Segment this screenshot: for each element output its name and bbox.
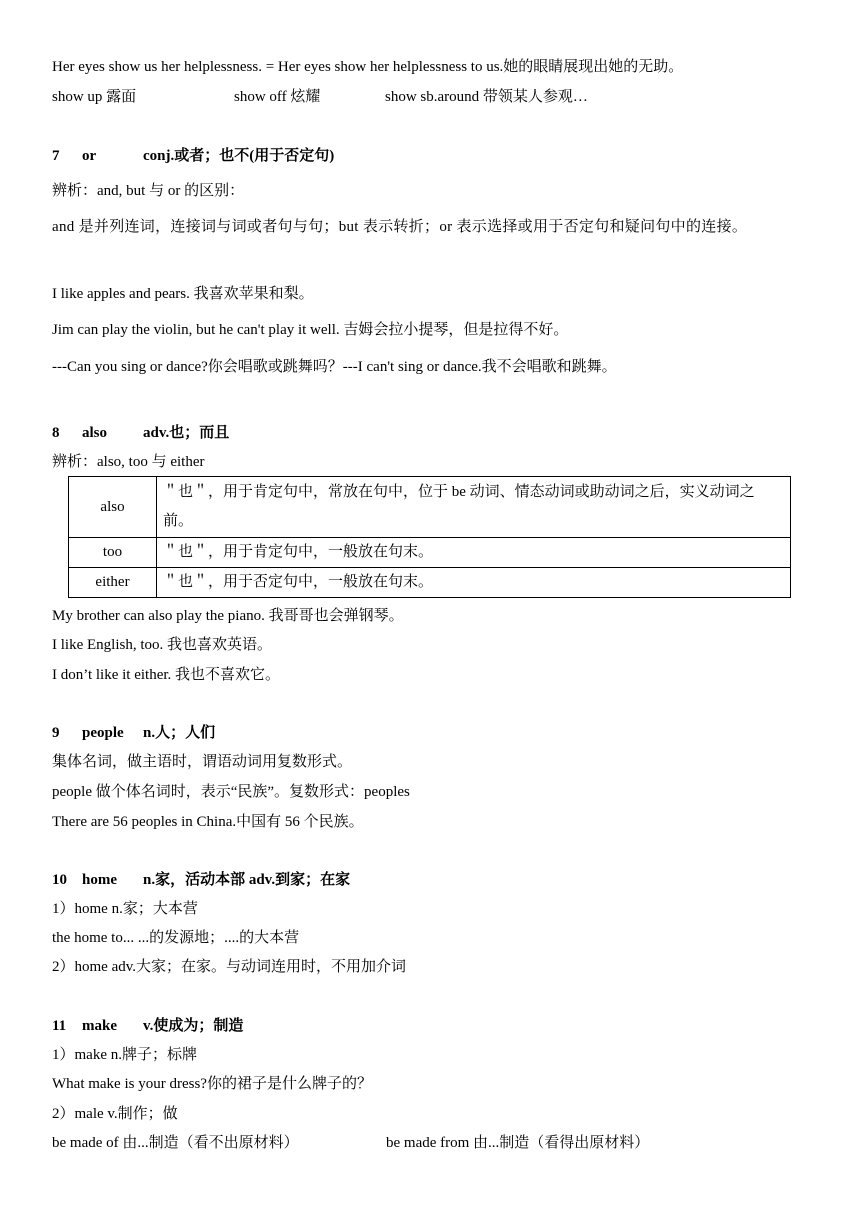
phrase: show off 炫耀 (234, 89, 321, 105)
entry-word: home (82, 872, 117, 888)
phrase: be made of 由...制造（看不出原材料） (52, 1135, 299, 1151)
entry-heading-also (52, 423, 229, 443)
table-cell-term: too (69, 538, 157, 568)
entry-heading-people (52, 723, 215, 743)
table-row (69, 477, 791, 538)
note-line: the home to... ...的发源地；....的大本营 (52, 930, 300, 946)
entry-number: 10 (52, 872, 67, 888)
entry-word: people (82, 725, 124, 741)
note-line: 2）home adv.大家；在家。与动词连用时，不用加介词 (52, 959, 407, 975)
table-cell-usage: ＂也＂，用于肯定句中，一般放在句末。 (157, 538, 791, 568)
table-row (69, 568, 791, 598)
phrase-line (52, 1133, 649, 1153)
entry-heading-make (52, 1016, 243, 1036)
comparison-table (68, 476, 791, 598)
entry-word: make (82, 1018, 117, 1034)
example-sentence: My brother can also play the piano. 我哥哥也会弹钢琴。 (52, 608, 404, 624)
example-sentence: Her eyes show us her helplessness. = Her eyes show her helplessness to us.她的眼睛展现出她的无助。 (52, 59, 684, 75)
entry-heading-or (52, 146, 334, 166)
table-cell-usage: ＂也＂，用于否定句中，一般放在句末。 (157, 568, 791, 598)
entry-definition: conj.或者；也不(用于否定句) (143, 148, 335, 164)
table-cell-term: either (69, 568, 157, 598)
table-row (69, 538, 791, 568)
example-sentence: I like English, too. 我也喜欢英语。 (52, 637, 272, 653)
entry-heading-home (52, 870, 350, 890)
entry-number: 9 (52, 725, 60, 741)
note-line: 集体名词，做主语时，谓语动词用复数形式。 (52, 754, 353, 770)
phrase: show up 露面 (52, 89, 137, 105)
entry-definition: adv.也；而且 (143, 425, 230, 441)
entry-number: 8 (52, 425, 60, 441)
example-sentence: ---Can you sing or dance?你会唱歌或跳舞吗？---I can't sing or dance.我不会唱歌和跳舞。 (52, 359, 617, 375)
entry-number: 11 (52, 1018, 67, 1034)
note-line: 辨析：also, too 与 either (52, 454, 205, 470)
note-line: 辨析：and, but 与 or 的区别： (52, 183, 245, 199)
note-line: people 做个体名词时，表示“民族”。复数形式：peoples (52, 784, 410, 800)
example-sentence: I like apples and pears. 我喜欢苹果和梨。 (52, 286, 314, 302)
phrase-line (52, 87, 588, 107)
explanation-paragraph: and 是并列连词，连接词与词或者句与句；but 表示转折；or 表示选择或用于否定句和疑问句中的连接。 (52, 219, 748, 235)
entry-definition: n.家，活动本部 adv.到家；在家 (143, 872, 351, 888)
example-sentence: Jim can play the violin, but he can't play it well. 吉姆会拉小提琴，但是拉得不好。 (52, 322, 569, 338)
entry-definition: n.人；人们 (143, 725, 216, 741)
entry-word: also (82, 425, 108, 441)
phrase: show sb.around 带领某人参观… (385, 89, 588, 105)
entry-number: 7 (52, 148, 60, 164)
phrase: be made from 由...制造（看得出原材料） (386, 1135, 650, 1151)
example-sentence: There are 56 peoples in China.中国有 56 个民族。 (52, 814, 364, 830)
entry-word: or (82, 148, 97, 164)
note-line: 2）male v.制作；做 (52, 1106, 178, 1122)
note-line: 1）home n.家；大本营 (52, 901, 198, 917)
note-line: 1）make n.牌子；标牌 (52, 1047, 197, 1063)
table-cell-usage: ＂也＂，用于肯定句中，常放在句中，位于 be 动词、情态动词或助动词之后，实义动词之前。 (157, 477, 791, 538)
table-cell-term: also (69, 477, 157, 538)
example-sentence: What make is your dress?你的裙子是什么牌子的？ (52, 1076, 372, 1092)
example-sentence: I don’t like it either. 我也不喜欢它。 (52, 667, 281, 683)
entry-definition: v.使成为；制造 (143, 1018, 244, 1034)
